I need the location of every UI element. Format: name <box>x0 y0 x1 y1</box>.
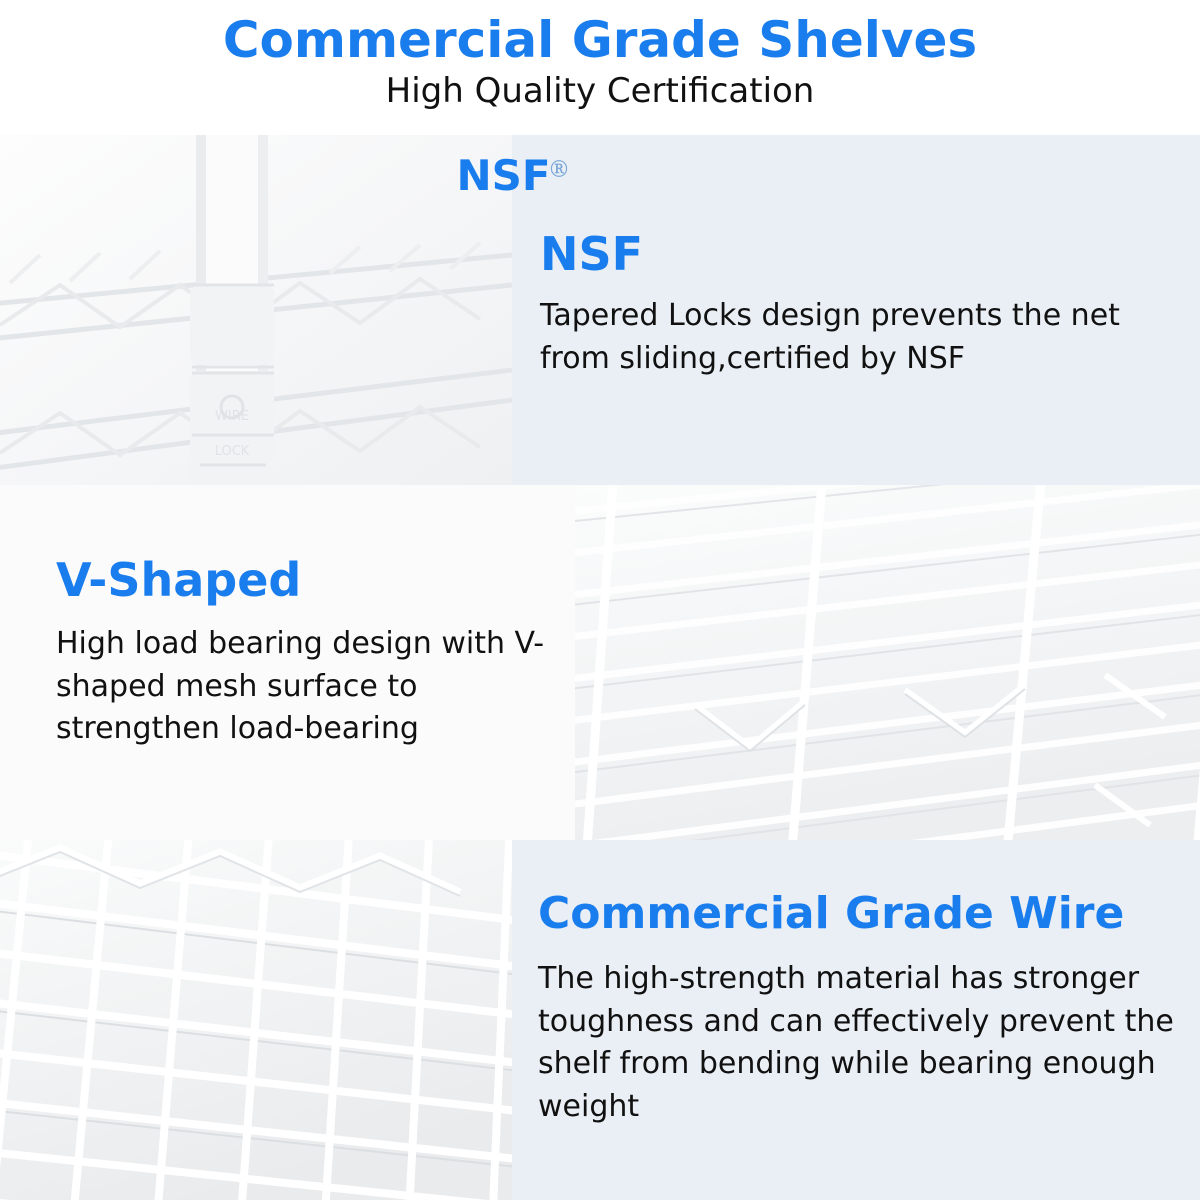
v-shaped-mesh-illustration <box>575 485 1200 840</box>
commercial-grade-wire-text-panel <box>512 840 1200 1200</box>
nsf-body-text: Tapered Locks design prevents the net from sliding,certified by NSF <box>540 298 1120 376</box>
v-shaped-photo <box>575 485 1200 840</box>
section-commercial-grade-wire <box>0 840 1200 1200</box>
v-shaped-body-text: High load bearing design with V-shaped mesh surface to strengthen load-bearing <box>56 626 545 747</box>
wire-grid-illustration <box>0 840 512 1200</box>
svg-text:WIRE: WIRE <box>215 409 249 424</box>
section-v-shaped <box>0 485 1200 840</box>
registered-trademark-icon: Ⓡ <box>550 160 568 180</box>
nsf-text-panel <box>456 135 1200 485</box>
commercial-grade-wire-body-text: The high-strength material has stronger toughness and can effectively prevent the shelf from bending while bearing enough weight <box>538 961 1174 1124</box>
v-shaped-heading: V-Shaped <box>56 553 302 607</box>
commercial-grade-wire-heading: Commercial Grade Wire <box>538 888 1125 939</box>
svg-text:LOCK: LOCK <box>214 444 250 459</box>
page-title: Commercial Grade Shelves <box>222 11 978 69</box>
nsf-logo-badge <box>362 151 662 200</box>
section-nsf <box>0 135 1200 485</box>
header <box>0 0 1200 135</box>
nsf-badge-label: NSF <box>456 151 551 200</box>
v-shaped-text-panel <box>0 485 575 840</box>
nsf-heading: NSF <box>540 227 644 281</box>
page-subtitle: High Quality Certification <box>385 70 815 111</box>
commercial-grade-wire-photo <box>0 840 512 1200</box>
